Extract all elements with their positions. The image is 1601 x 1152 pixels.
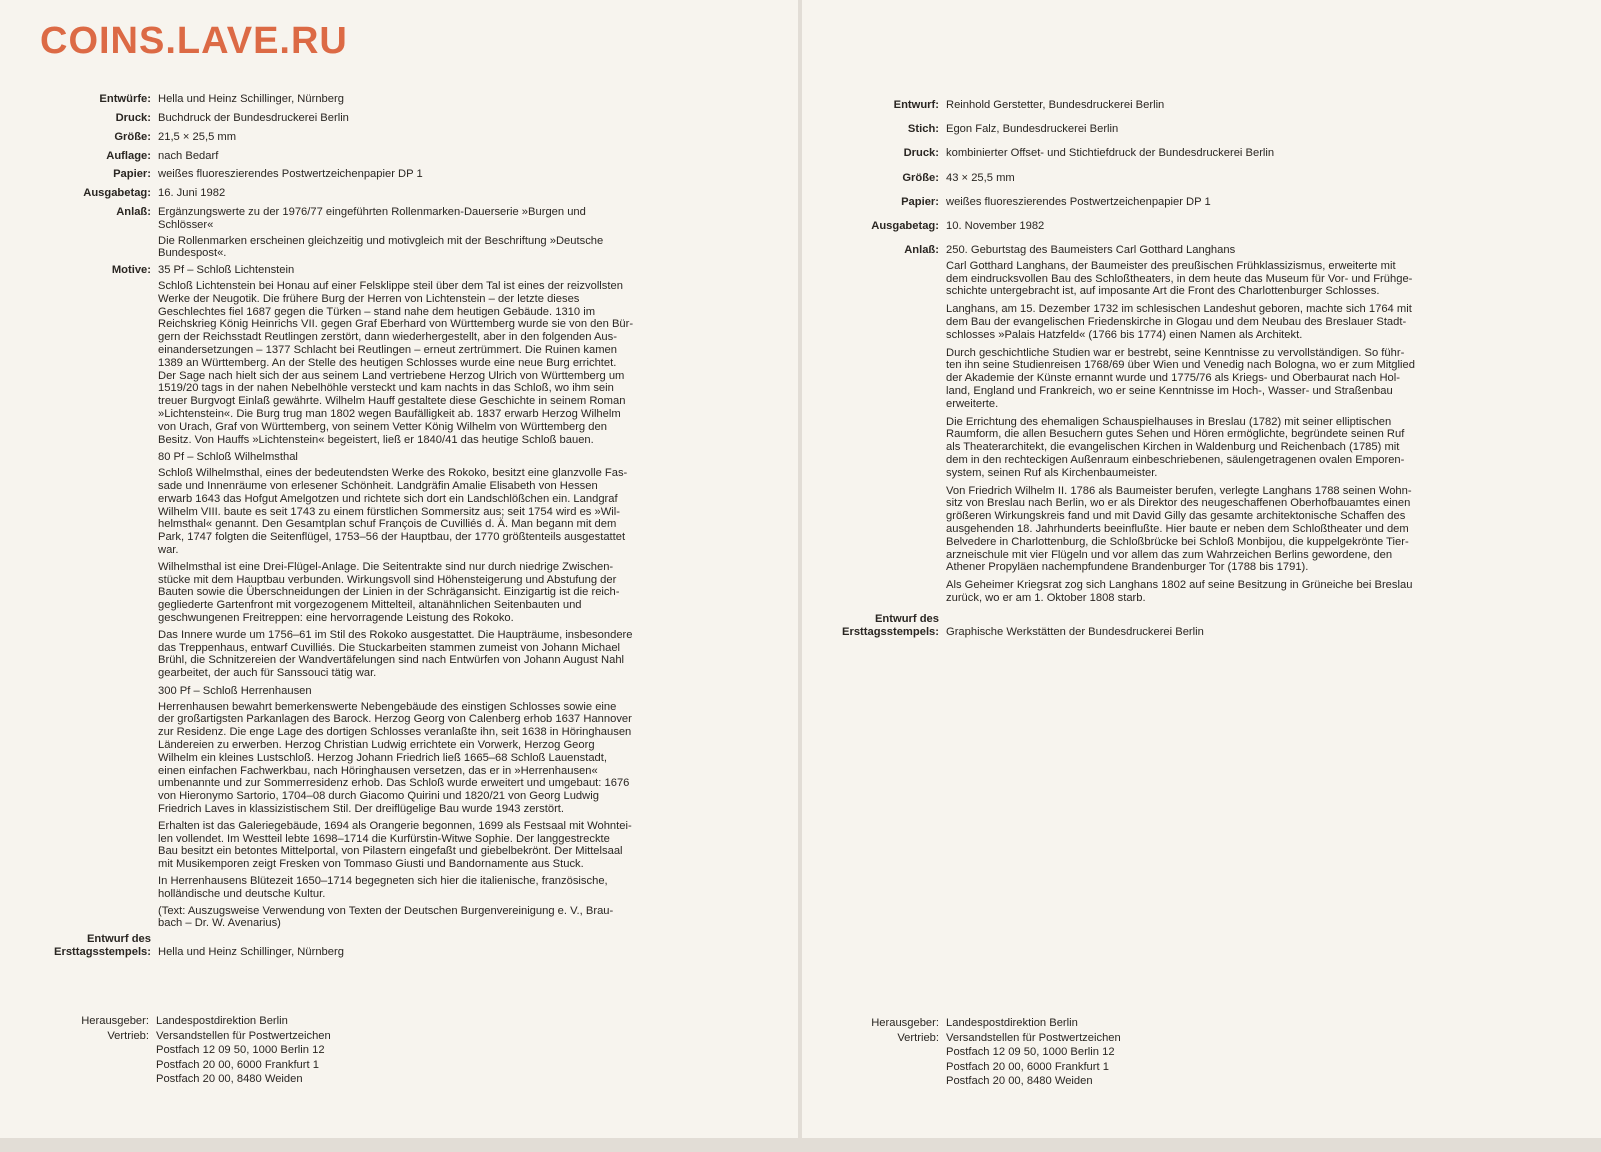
spec-label: Stich: bbox=[907, 123, 939, 135]
stempel-value: Hella und Heinz Schillinger, Nürnberg bbox=[158, 946, 344, 959]
spec-label: Auflage: bbox=[106, 150, 151, 162]
publisher-label: Herausgeber: bbox=[871, 1017, 939, 1029]
spec-value: 10. November 1982 bbox=[946, 220, 1045, 232]
spec-label: Entwurf: bbox=[893, 99, 939, 111]
paragraph: Schloß Wilhelmsthal, eines der bedeutendsten Werke des Rokoko, besitzt eine glanzvolle Fas- sade und Innenräume von erlesener Schönheit. Landgräfin Amalie Elisabeth von Hessen erwarb 1643 das Hofgut Amelgotzen und richtete sich dort ein Landschlößchen ein. Landgraf Wilhelm VIII. baute es seit 1743 zu einem fürstlichen Sommersitz aus; seit 1754 wird es »Wil- helmsthal« genannt. Den Gesamtplan schuf François de Cuvilliés d. Ä. Man begann mit dem Park, 1747 folgten die Seitenflügel, 1753–56 der Hauptbau, der 1770 größtenteils ausgestattet war. bbox=[158, 467, 628, 556]
distribution-row bbox=[50, 1029, 450, 1044]
paragraph: Langhans, am 15. Dezember 1732 im schlesischen Landeshut geboren, machte sich 1764 mit dem Bau der evangelischen Friedenskirche in Glogau und dem Neubau des Breslauer Stadt- schlosses »Palais Hatzfeld« (1766 bis 1774) einen Namen als Architekt. bbox=[946, 303, 1412, 341]
anlass-text bbox=[946, 244, 1514, 605]
address-text: Postfach 20 00, 6000 Frankfurt 1 bbox=[156, 1058, 319, 1071]
paragraph: Das Innere wurde um 1756–61 im Stil des Rokoko ausgestattet. Die Haupträume, insbesondere das Treppenhaus, entwarf Cuvilliés. Die Stuckarbeiten stammen zumeist von Johann Michael Brühl, die Schnitzereien der Wandvertäfelungen sind nach Entwürfen von Johann August Nahl gearbeitet, der auch für Sanssouci tätig war. bbox=[158, 628, 633, 680]
address-text: Postfach 12 09 50, 1000 Berlin 12 bbox=[946, 1046, 1115, 1058]
motive-row bbox=[50, 264, 705, 930]
stempel-row bbox=[50, 933, 705, 959]
publisher-block bbox=[830, 1016, 1230, 1089]
anlass-text bbox=[158, 206, 705, 260]
spec-row bbox=[829, 196, 1514, 220]
spec-value: Buchdruck der Bundesdruckerei Berlin bbox=[158, 112, 349, 124]
stempel-row bbox=[829, 613, 1514, 639]
paragraph: Carl Gotthard Langhans, der Baumeister des preußischen Frühklassizismus, erweiterte mit dem eindrucksvollen Bau des Schloßtheaters, in dem heute das Museum für Vor- und Frühge- schichte untergebracht ist, auf imposante Art die Front des Charlottenburger Schlosses. bbox=[946, 259, 1413, 298]
spec-row bbox=[829, 172, 1514, 196]
motive-label: Motive: bbox=[111, 264, 151, 277]
paragraph: Durch geschichtliche Studien war er bestrebt, seine Kenntnisse zu vervollständigen. So führ- ten ihn seine Studienreisen 1768/69 über Wien und Venedig nach Bologna, wo er zum Mitglied der Akademie der Künste ernannt wurde und 1775/76 als Kriegs- und Oberbaurat nach Hol- land, England und Frankreich, wo er seine Kenntnisse im Hoch-, Wasser- und Straßenbau erweiterte. bbox=[946, 346, 1415, 410]
distribution-label: Vertrieb: bbox=[897, 1031, 939, 1044]
publisher-row bbox=[830, 1016, 1230, 1031]
publisher-value: Landespostdirektion Berlin bbox=[946, 1017, 1078, 1029]
stempel-label: Entwurf des Ersttagsstempels: bbox=[54, 933, 151, 959]
subheading: 300 Pf – Schloß Herrenhausen bbox=[158, 684, 312, 697]
paragraph: (Text: Auszugsweise Verwendung von Texten der Deutschen Burgenvereinigung e. V., Brau- bach – Dr. W. Avenarius) bbox=[158, 904, 614, 930]
publisher-label: Herausgeber: bbox=[81, 1015, 149, 1027]
spec-label: Größe: bbox=[114, 131, 151, 143]
spec-row bbox=[50, 168, 705, 187]
spec-row bbox=[50, 93, 705, 112]
address-line bbox=[50, 1072, 450, 1087]
left-spec-table bbox=[50, 93, 705, 959]
address-line bbox=[830, 1060, 1230, 1075]
spec-row bbox=[50, 112, 705, 131]
spec-value: 16. Juni 1982 bbox=[158, 187, 226, 199]
subheading: 250. Geburtstag des Baumeisters Carl Gotthard Langhans bbox=[946, 244, 1236, 256]
paragraph: Herrenhausen bewahrt bemerkenswerte Nebengebäude des einstigen Schlosses sowie eine der großartigsten Parkanlagen des Barock. Herzog Georg von Calenberg erhob 1637 Hannover zur Residenz. Die enge Lage des dortigen Schlosses veranlaßte ihn, seit 1638 in Höringhausen Ländereien zu erwerben. Herzog Christian Ludwig errichtete ein Vorwerk, Herzog Georg Wilhelm ein kleines Lustschloß. Herzog Johann Friedrich ließ 1665–68 Schloß Lauenstadt, einen einfachen Fachwerkbau, nach Höringhausen versetzen, das er in »Herrenhausen« umbenannte und zur Sommerresidenz erhob. Das Schloß wurde erweitert und umgebaut: 1676 von Hieronymo Sartorio, 1704–08 durch Giacomo Quirini und 1820/21 von Georg Ludwig Friedrich Laves in klassizistischem Stil. Der dreiflügelige Bau wurde 1943 zerstört. bbox=[158, 700, 632, 816]
anlass-row bbox=[829, 244, 1514, 605]
left-page bbox=[0, 0, 798, 1138]
spec-label: Ausgabetag: bbox=[83, 187, 151, 199]
paragraph: Wilhelmsthal ist eine Drei-Flügel-Anlage. Die Seitentrakte sind nur durch niedrige Zwischen- stücke mit dem Hauptbau verbunden. Wirkungsvoll sind Höhensteigerung und Abstufung der Bauten sowie die Überschneidungen der Linien in der Schrägansicht. Einzigartig ist die reich- gegliederte Gartenfront mit vorgezogenem Mittelteil, altanähnlichen Seitenbauten und geschwungenen Freitreppen: eine hervorragende Leistung des Rokoko. bbox=[158, 560, 620, 624]
motive-text bbox=[158, 264, 705, 930]
address-line bbox=[50, 1058, 450, 1073]
publisher-value: Landespostdirektion Berlin bbox=[156, 1015, 288, 1027]
spec-value: 43 × 25,5 mm bbox=[946, 172, 1015, 184]
paragraph: Schloß Lichtenstein bei Honau auf einer Felsklippe steil über dem Tal ist eines der reizvollsten Werke der Neugotik. Die frühere Burg der Herren von Lichtenstein – der letzte dieses Geschlechtes fiel 1687 gegen die Türken – stand nahe dem heutigen Gebäude. 1310 im Reichskrieg König Heinrichs VII. gegen Graf Eberhard von Württemberg wurde sie von den Bür- gern der Reichsstadt Reutlingen zerstört, dann wiederhergestellt, aber in den folgenden Aus- einandersetzungen – 1377 Schlacht bei Reutlingen – erneut zertrümmert. Die Ruinen kamen 1389 an Württemberg. An der Stelle des heutigen Schlosses wurde eine neue Burg errichtet. Der Sage nach hielt sich der aus seinem Land vertriebene Herzog Ulrich von Württemberg um 1519/20 tags in der nahen Nebelhöhle versteckt und kam nachts in das Schloß, wo ihm sein treuer Burgvogt Einlaß gewährte. Wilhelm Hauff gestaltete diese Geschichte in seinem Roman »Lichtenstein«. Die Burg trug man 1802 wegen Baufälligkeit ab. 1837 erwarb Herzog Wilhelm von Urach, Graf von Württemberg, von seinem Vetter König Wilhelm von Württemberg den Besitz. Von Hauffs »Lichtenstein« begeistert, ließ er 1840/41 das heutige Schloß bauen. bbox=[158, 279, 634, 446]
spec-label: Entwürfe: bbox=[99, 93, 151, 105]
publisher-block bbox=[50, 1014, 450, 1087]
watermark: COINS.LAVE.RU bbox=[40, 20, 348, 62]
address-line bbox=[50, 1043, 450, 1058]
spec-value: kombinierter Offset- und Stichtiefdruck der Bundesdruckerei Berlin bbox=[946, 147, 1275, 159]
spec-row bbox=[829, 123, 1514, 147]
subheading: 80 Pf – Schloß Wilhelmsthal bbox=[158, 451, 298, 464]
address-text: Postfach 20 00, 8480 Weiden bbox=[156, 1073, 303, 1085]
paragraph: Die Errichtung des ehemaligen Schauspielhauses in Breslau (1782) mit seiner elliptischen Raumform, die allen Besuchern gutes Sehen und Hören ermöglichte, begründete seinen Ruf als Theaterarchitekt, die evangelischen Kirchen in Waldenburg und Reichenbach (1785) mit dem in den rechteckigen Außenraum einbeschriebenen, säulengetragenen ovalen Emporen- system, seinen Ruf als Kirchenbaumeister. bbox=[946, 415, 1405, 479]
spec-value: 21,5 × 25,5 mm bbox=[158, 131, 237, 143]
anlass-label: Anlaß: bbox=[904, 244, 939, 256]
spec-row bbox=[829, 147, 1514, 172]
spec-value: weißes fluoreszierendes Postwertzeichenpapier DP 1 bbox=[946, 196, 1211, 208]
address-line bbox=[830, 1045, 1230, 1060]
spec-value: nach Bedarf bbox=[158, 150, 219, 162]
spec-row bbox=[50, 150, 705, 168]
spec-label: Papier: bbox=[901, 196, 939, 208]
paragraph: Von Friedrich Wilhelm II. 1786 als Baumeister berufen, verlegte Langhans 1788 seinen Wohn- sitz von Breslau nach Berlin, wo er als Direktor des neugeschaffenen Oberhofbauamtes einen größeren Wirkungskreis fand und mit David Gilly das gesamte architektonische Schaffen des ausgehenden 18. Jahrhunderts beeinflußte. Hier baute er neben dem Schloßtheater und dem Belvedere in Charlottenburg, die Schloßbrücke bei Schloß Monbijou, die kuppelgekrönte Tier- arzneischule mit vier Flügeln und vor allem das zum Wahrzeichen Berlins gewordene, den Athener Propyläen nachempfundene Brandenburger Tor (1788 bis 1791). bbox=[946, 484, 1412, 574]
paragraph: In Herrenhausens Blütezeit 1650–1714 begegneten sich hier die italienische, französische, holländische und deutsche Kultur. bbox=[158, 875, 608, 900]
paragraph: Erhalten ist das Galeriegebäude, 1694 als Orangerie begonnen, 1699 als Festsaal mit Wohntei- len vollendet. Im Westteil lebte 1698–1714 die Kurfürstin-Witwe Sophie. Der langgestreckte Bau besitzt ein betontes Mittelportal, von Pilastern eingefaßt und giebelbekrönt. Der Mittelsaal mit Musikemporen zeigt Fresken von Tommaso Giusti und Bandornamente aus Stuck. bbox=[158, 819, 632, 871]
address-text: Postfach 20 00, 8480 Weiden bbox=[946, 1075, 1093, 1087]
subheading: 35 Pf – Schloß Lichtenstein bbox=[158, 264, 295, 277]
spec-label: Ausgabetag: bbox=[871, 220, 939, 232]
stempel-value: Graphische Werkstätten der Bundesdruckerei Berlin bbox=[946, 625, 1204, 638]
address-line bbox=[830, 1074, 1230, 1089]
spec-label: Größe: bbox=[902, 172, 939, 184]
distribution-value: Versandstellen für Postwertzeichen bbox=[946, 1031, 1121, 1044]
paragraph: Ergänzungswerte zu der 1976/77 eingeführten Rollenmarken-Dauerserie »Burgen und Schlösser« bbox=[158, 206, 586, 231]
spec-row bbox=[829, 99, 1514, 123]
address-text: Postfach 20 00, 6000 Frankfurt 1 bbox=[946, 1060, 1109, 1073]
paragraph: Die Rollenmarken erscheinen gleichzeitig und motivgleich mit der Beschriftung »Deutsche Bundespost«. bbox=[158, 234, 604, 260]
right-page bbox=[802, 0, 1601, 1138]
distribution-label: Vertrieb: bbox=[107, 1029, 149, 1042]
spec-row bbox=[829, 220, 1514, 244]
spec-label: Papier: bbox=[113, 168, 151, 180]
spec-value: Hella und Heinz Schillinger, Nürnberg bbox=[158, 93, 344, 105]
spec-row bbox=[50, 131, 705, 150]
spec-label: Druck: bbox=[115, 112, 151, 124]
anlass-row bbox=[50, 206, 705, 260]
distribution-row bbox=[830, 1031, 1230, 1046]
spec-value: Reinhold Gerstetter, Bundesdruckerei Berlin bbox=[946, 99, 1165, 111]
stempel-label: Entwurf des Ersttagsstempels: bbox=[842, 612, 939, 638]
spec-value: Egon Falz, Bundesdruckerei Berlin bbox=[946, 123, 1119, 135]
right-spec-table bbox=[829, 99, 1514, 639]
address-text: Postfach 12 09 50, 1000 Berlin 12 bbox=[156, 1044, 325, 1056]
spec-value: weißes fluoreszierendes Postwertzeichenpapier DP 1 bbox=[158, 168, 423, 180]
distribution-value: Versandstellen für Postwertzeichen bbox=[156, 1029, 331, 1042]
spec-row bbox=[50, 187, 705, 206]
publisher-row bbox=[50, 1014, 450, 1029]
anlass-label: Anlaß: bbox=[116, 206, 151, 218]
paragraph: Als Geheimer Kriegsrat zog sich Langhans 1802 auf seine Besitzung in Grüneiche bei Breslau zurück, wo er am 1. Oktober 1808 starb. bbox=[946, 579, 1413, 604]
spec-label: Druck: bbox=[903, 147, 939, 159]
